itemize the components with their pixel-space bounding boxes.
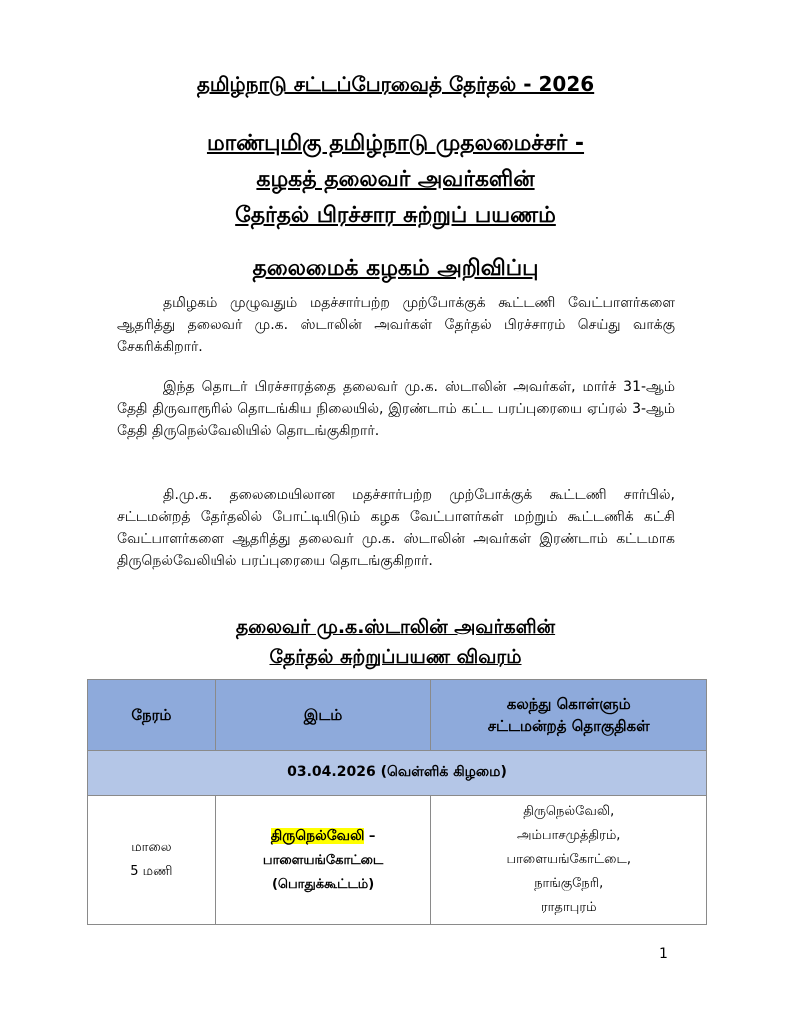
place-dash: – [364,828,376,844]
date-row [88,751,707,796]
place-note: (பொதுக்கூட்டம்) [271,876,375,892]
place-cell [215,796,431,925]
table-row [88,796,707,925]
constituency-item: திருநெல்வேலி, [523,804,615,819]
header-constituencies-line-1: கலந்து கொள்ளும் [506,695,631,713]
main-heading-line-1: மாண்புமிகு தமிழ்நாடு முதலமைச்சர் - [206,131,585,156]
header-time: நேரம் [88,680,216,751]
header-place: இடம் [215,680,431,751]
schedule-heading-line-1: தலைவர் மு.க.ஸ்டாலின் அவர்களின் [235,616,556,638]
constituencies-cell [431,796,707,925]
schedule-table [87,679,707,925]
main-heading-line-3: தேர்தல் பிரச்சார சுற்றுப் பயணம் [235,203,556,228]
schedule-heading-line-2: தேர்தல் சுற்றுப்பயண விவரம் [269,646,522,668]
paragraph-1: தமிழகம் முழுவதும் மதச்சார்பற்ற முற்போக்குக் கூட்டணி வேட்பாளர்களை ஆதரித்து தலைவர் மு.க. ஸ்டாலின் அவர்கள் தேர்தல் பிரச்சாரம் செய்து வாக்கு சேகரிக்கிறார். [117,295,675,355]
constituency-item: ராதாபுரம் [540,900,597,915]
paragraph-2: இந்த தொடர் பிரச்சாரத்தை தலைவர் மு.க. ஸ்டாலின் அவர்கள், மார்ச் 31-ஆம் தேதி திருவாரூரில் தொடங்கிய நிலையில், இரண்டாம் கட்ட பரப்புரையை ஏப்ரல் 3-ஆம் தேதி திருநெல்வேலியில் தொடங்குகிறார். [117,379,675,439]
constituency-item: நாங்குநேரி, [534,876,604,891]
time-line-1: மாலை [131,840,172,855]
page-number: 1 [659,946,668,962]
place-main-highlight: திருநெல்வேலி [270,827,365,844]
announcement-heading: தலைமைக் கழகம் அறிவிப்பு [252,256,539,281]
header-constituencies [431,680,707,751]
main-heading [0,126,791,234]
time-cell [88,796,216,925]
place-sub: பாளையங்கோட்டை [262,852,384,868]
main-heading-line-2: கழகத் தலைவர் அவர்களின் [256,167,535,192]
place-main [217,824,430,849]
constituency-item: பாளையங்கோட்டை, [506,852,631,867]
election-title: தமிழ்நாடு சட்டப்பேரவைத் தேர்தல் - 2026 [196,72,595,96]
header-constituencies-line-2: சட்டமன்றத் தொகுதிகள் [487,717,650,735]
constituency-item: அம்பாசமுத்திரம், [517,828,621,843]
date-cell: 03.04.2026 (வெள்ளிக் கிழமை) [88,751,707,796]
table-header-row [88,680,707,751]
paragraph-3: தி.மு.க. தலைமையிலான மதச்சார்பற்ற முற்போக்குக் கூட்டணி சார்பில், சட்டமன்றத் தேர்தலில் போட்டியிடும் கழக வேட்பாளர்கள் மற்றும் கூட்டணிக் கட்சி வேட்பாளர்களை ஆதரித்து தலைவர் மு.க. ஸ்டாலின் அவர்கள் இரண்டாம் கட்டமாக திருநெல்வேலியில் பரப்புரையை தொடங்குகிறார். [117,487,675,569]
time-line-2: 5 மணி [130,864,173,879]
schedule-heading [0,612,791,672]
